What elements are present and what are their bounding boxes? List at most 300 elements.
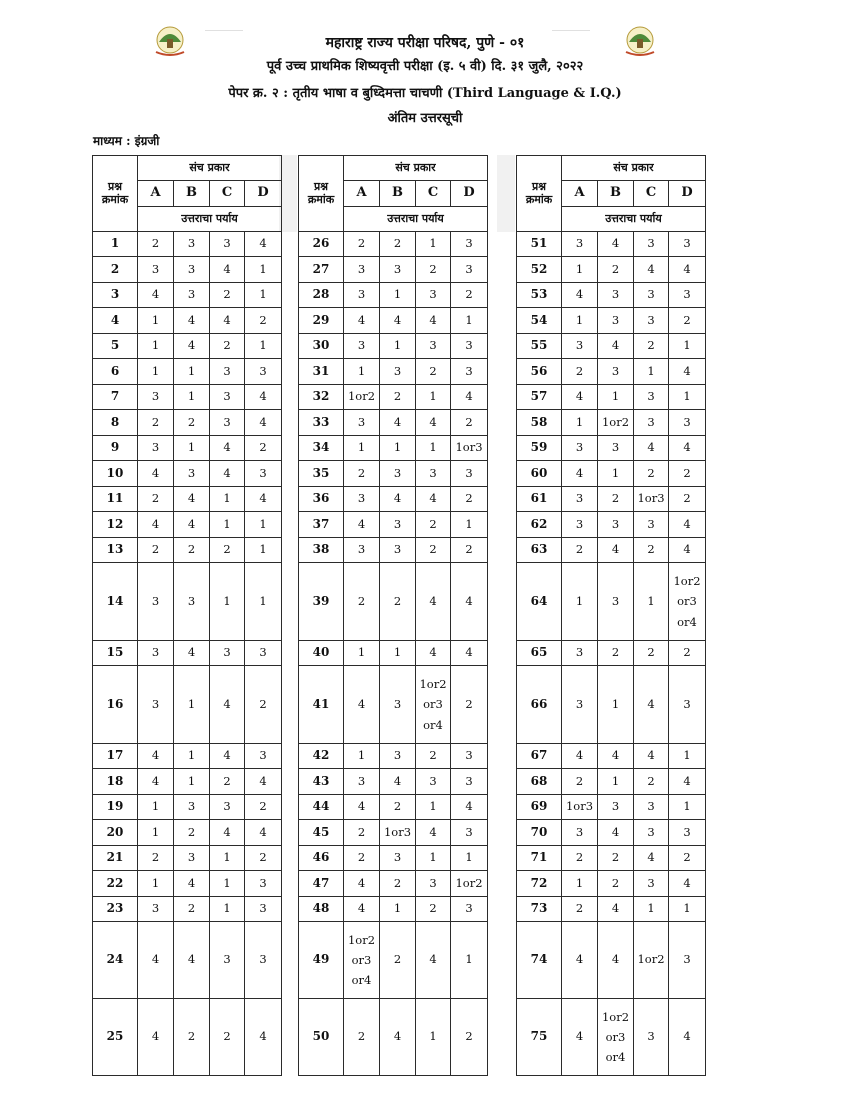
question-number: 30 <box>299 334 344 359</box>
answer-cell <box>344 308 380 334</box>
answer-value: 2 <box>151 850 160 865</box>
answer-value: 1 <box>187 748 196 763</box>
answer-value: 3 <box>429 465 437 480</box>
answer-value: 3 <box>187 287 196 302</box>
answer-cell <box>245 436 282 461</box>
answer-cell <box>210 232 245 257</box>
answer-cell <box>344 436 380 461</box>
table-row <box>93 410 282 436</box>
answer-value: 3 <box>429 773 437 788</box>
answer-value: 3 <box>151 593 160 608</box>
answer-cell <box>562 922 598 999</box>
answer-cell <box>416 461 451 487</box>
answer-cell <box>451 487 488 512</box>
answer-cell <box>210 795 245 820</box>
table-row <box>299 385 488 410</box>
answer-cell <box>380 846 416 871</box>
answer-value: 4 <box>575 952 584 967</box>
answer-cell <box>451 641 488 666</box>
answer-cell <box>245 334 282 359</box>
answer-cell <box>669 999 706 1076</box>
answer-cell <box>344 744 380 769</box>
answer-value: 3 <box>429 875 437 890</box>
answer-value: 3 <box>611 516 620 531</box>
answer-value: 4 <box>611 952 620 967</box>
answer-value: 4 <box>611 338 620 353</box>
answer-value: 2 <box>223 773 231 788</box>
table-row <box>299 871 488 897</box>
answer-value: 4 <box>429 593 437 608</box>
answer-cell <box>344 666 380 744</box>
question-number: 36 <box>299 487 344 512</box>
answer-cell <box>451 922 488 999</box>
answer-cell <box>416 538 451 563</box>
answer-value: 1 <box>151 312 160 327</box>
answer-value: 2 <box>465 696 473 711</box>
answer-cell <box>174 359 210 385</box>
table-row <box>517 795 706 820</box>
answer-cell <box>451 385 488 410</box>
question-number: 56 <box>517 359 562 385</box>
answer-value: or3 <box>677 594 697 609</box>
table-row <box>517 385 706 410</box>
answer-value: 1or3 <box>565 799 594 814</box>
answer-value: 3 <box>223 799 231 814</box>
answer-value: 4 <box>357 875 366 890</box>
answer-cell <box>210 666 245 744</box>
answer-cell <box>380 563 416 641</box>
answer-cell <box>634 666 669 744</box>
table-row <box>517 897 706 922</box>
question-number-header-line1: प्रश्न <box>107 180 123 194</box>
answer-cell <box>562 232 598 257</box>
question-number: 11 <box>93 487 138 512</box>
answer-cell <box>416 436 451 461</box>
table-row <box>93 897 282 922</box>
set-a-header: A <box>562 181 598 207</box>
question-number: 3 <box>93 283 138 308</box>
question-number: 48 <box>299 897 344 922</box>
question-number-header-line2: क्रमांक <box>525 192 553 206</box>
answer-cell <box>210 410 245 436</box>
answer-cell <box>174 563 210 641</box>
answer-cell <box>634 871 669 897</box>
answer-value: 2 <box>429 748 437 763</box>
answer-cell <box>669 769 706 795</box>
table-row <box>299 436 488 461</box>
answer-value: 1or2 <box>601 414 630 429</box>
answer-value: 3 <box>223 389 231 404</box>
answer-value: 4 <box>611 901 620 916</box>
answer-value: 3 <box>683 952 691 967</box>
answer-cell <box>598 308 634 334</box>
answer-cell <box>138 257 174 283</box>
answer-value: 1 <box>151 824 160 839</box>
question-number: 50 <box>299 999 344 1076</box>
answer-value: 3 <box>151 696 160 711</box>
answer-value: 3 <box>647 1029 655 1044</box>
answer-value: 4 <box>611 236 620 251</box>
answer-cell <box>245 897 282 922</box>
answer-cell <box>669 232 706 257</box>
answer-cell <box>562 871 598 897</box>
answer-cell <box>669 538 706 563</box>
table-row <box>93 769 282 795</box>
answer-value: 4 <box>223 824 231 839</box>
answer-cell <box>245 641 282 666</box>
answer-value: 1or2 <box>419 677 447 692</box>
answer-cell <box>634 820 669 846</box>
answer-cell <box>344 232 380 257</box>
answer-value: 4 <box>151 465 160 480</box>
answer-value: 1 <box>429 236 437 251</box>
answer-cell <box>451 999 488 1076</box>
answer-value: 3 <box>647 236 655 251</box>
answer-value: 3 <box>575 516 584 531</box>
answer-value: 3 <box>259 901 267 916</box>
answer-cell <box>174 410 210 436</box>
answer-value: 4 <box>611 824 620 839</box>
question-number: 70 <box>517 820 562 846</box>
answer-cell <box>562 846 598 871</box>
answer-cell <box>562 538 598 563</box>
answer-value: 3 <box>575 236 584 251</box>
answer-cell <box>380 512 416 538</box>
answer-value: 1 <box>465 850 473 865</box>
answer-cell <box>634 232 669 257</box>
answer-value: 2 <box>393 389 402 404</box>
answer-cell <box>174 666 210 744</box>
answer-cell <box>174 487 210 512</box>
answer-cell <box>245 538 282 563</box>
table-row <box>299 512 488 538</box>
question-number: 68 <box>517 769 562 795</box>
answer-cell <box>138 666 174 744</box>
table-row <box>299 897 488 922</box>
answer-cell <box>380 436 416 461</box>
answer-value: 3 <box>429 338 437 353</box>
answer-value: 1 <box>683 799 691 814</box>
answer-value: 2 <box>259 440 267 455</box>
answer-value: 3 <box>357 287 366 302</box>
answer-value: 2 <box>683 850 691 865</box>
answer-cell <box>416 641 451 666</box>
answer-value: 3 <box>611 312 620 327</box>
answer-value: 2 <box>223 287 231 302</box>
answer-value: 3 <box>259 645 267 660</box>
answer-option-header: उत्तराचा पर्याय <box>138 207 282 232</box>
answer-cell <box>344 641 380 666</box>
answer-cell <box>669 666 706 744</box>
answer-cell <box>598 744 634 769</box>
question-number: 69 <box>517 795 562 820</box>
answer-value: 3 <box>611 799 620 814</box>
answer-cell <box>138 922 174 999</box>
answer-value: 4 <box>357 516 366 531</box>
answer-cell <box>174 820 210 846</box>
answer-cell <box>138 538 174 563</box>
answer-cell <box>210 308 245 334</box>
table-row <box>93 461 282 487</box>
question-number: 55 <box>517 334 562 359</box>
answer-value: 3 <box>465 236 473 251</box>
answer-cell <box>380 308 416 334</box>
answer-cell <box>174 283 210 308</box>
table-row <box>517 436 706 461</box>
table-row <box>517 871 706 897</box>
question-number: 12 <box>93 512 138 538</box>
answer-value: 4 <box>223 440 231 455</box>
question-number-header-line1: प्रश्न <box>313 180 329 194</box>
answer-cell <box>138 820 174 846</box>
answer-value: 4 <box>187 516 196 531</box>
answer-value: 2 <box>259 312 267 327</box>
answer-cell <box>344 563 380 641</box>
answer-cell <box>598 897 634 922</box>
answer-key-title: अंतिम उत्तरसूची <box>387 111 463 126</box>
answer-cell <box>562 744 598 769</box>
answer-value: 1 <box>575 593 584 608</box>
table-row <box>299 769 488 795</box>
answer-value: 3 <box>575 645 584 660</box>
answer-cell <box>669 922 706 999</box>
table-row <box>299 795 488 820</box>
answer-cell <box>598 487 634 512</box>
answer-value: 3 <box>187 236 196 251</box>
answer-value: 2 <box>575 363 584 378</box>
question-number: 4 <box>93 308 138 334</box>
answer-value: 4 <box>465 389 473 404</box>
answer-value: 1 <box>223 491 231 506</box>
answer-value: 3 <box>575 696 584 711</box>
table-row <box>517 283 706 308</box>
answer-value: or4 <box>423 717 443 732</box>
table-row <box>299 999 488 1076</box>
answer-cell <box>451 795 488 820</box>
answer-cell <box>451 897 488 922</box>
answer-value: 4 <box>223 465 231 480</box>
answer-value: 2 <box>575 901 584 916</box>
answer-cell <box>598 922 634 999</box>
table-row <box>517 461 706 487</box>
set-a-header: A <box>344 181 380 207</box>
table-row <box>93 283 282 308</box>
answer-cell <box>210 334 245 359</box>
answer-value: 4 <box>683 261 691 276</box>
answer-value: 4 <box>187 312 196 327</box>
answer-table-3 <box>516 155 706 1076</box>
answer-cell <box>669 410 706 436</box>
answer-cell <box>451 334 488 359</box>
table-row <box>517 410 706 436</box>
answer-cell <box>416 769 451 795</box>
answer-value: 2 <box>647 338 655 353</box>
answer-value: or4 <box>351 973 372 988</box>
answer-cell <box>451 436 488 461</box>
answer-cell <box>669 641 706 666</box>
answer-value: 3 <box>647 287 655 302</box>
answer-cell <box>562 461 598 487</box>
answer-cell <box>174 538 210 563</box>
answer-cell <box>380 461 416 487</box>
set-b-header: B <box>598 181 634 207</box>
answer-cell <box>174 334 210 359</box>
question-number: 23 <box>93 897 138 922</box>
answer-value: 3 <box>465 363 473 378</box>
answer-value: 2 <box>611 875 620 890</box>
answer-value: 1 <box>223 850 231 865</box>
answer-cell <box>416 512 451 538</box>
question-number: 62 <box>517 512 562 538</box>
answer-value: 3 <box>465 901 473 916</box>
answer-value: 4 <box>647 261 655 276</box>
answer-value: 2 <box>429 542 437 557</box>
answer-value: 2 <box>465 1029 473 1044</box>
answer-cell <box>210 512 245 538</box>
answer-value: 2 <box>611 261 620 276</box>
answer-value: 3 <box>465 465 473 480</box>
answer-cell <box>598 232 634 257</box>
answer-value: 3 <box>683 414 691 429</box>
answer-value: 3 <box>393 363 402 378</box>
answer-cell <box>344 897 380 922</box>
answer-cell <box>416 897 451 922</box>
answer-value: 3 <box>683 287 691 302</box>
question-number: 32 <box>299 385 344 410</box>
table-row <box>93 385 282 410</box>
answer-value: 1 <box>223 516 231 531</box>
answer-value: 4 <box>429 312 437 327</box>
answer-value: 1 <box>151 799 160 814</box>
answer-value: 2 <box>357 236 366 251</box>
answer-cell <box>210 769 245 795</box>
question-number: 60 <box>517 461 562 487</box>
question-number: 1 <box>93 232 138 257</box>
table-row <box>93 795 282 820</box>
answer-cell <box>562 410 598 436</box>
answer-value: 1 <box>393 901 402 916</box>
answer-value: 2 <box>575 850 584 865</box>
answer-cell <box>451 666 488 744</box>
answer-value: 1 <box>259 261 267 276</box>
answer-cell <box>174 871 210 897</box>
question-number: 49 <box>299 922 344 999</box>
answer-value: 1 <box>611 773 620 788</box>
answer-value: 4 <box>683 773 691 788</box>
answer-cell <box>598 820 634 846</box>
answer-cell <box>451 359 488 385</box>
answer-cell <box>245 257 282 283</box>
table-row <box>93 871 282 897</box>
answer-value: 2 <box>357 465 366 480</box>
answer-value: 2 <box>683 645 691 660</box>
answer-cell <box>669 436 706 461</box>
answer-value: 4 <box>647 696 655 711</box>
answer-value: 2 <box>187 1029 196 1044</box>
table-row <box>93 436 282 461</box>
table-row <box>93 257 282 283</box>
question-number: 47 <box>299 871 344 897</box>
answer-cell <box>634 846 669 871</box>
answer-cell <box>210 385 245 410</box>
answer-value: 4 <box>357 901 366 916</box>
answer-cell <box>174 385 210 410</box>
answer-cell <box>669 308 706 334</box>
answer-value: 4 <box>357 312 366 327</box>
question-number: 26 <box>299 232 344 257</box>
answer-cell <box>416 563 451 641</box>
answer-value: 2 <box>683 465 691 480</box>
answer-value: 2 <box>357 593 366 608</box>
question-number: 18 <box>93 769 138 795</box>
question-number: 19 <box>93 795 138 820</box>
header-rule-right <box>552 30 590 31</box>
table-row <box>517 769 706 795</box>
answer-cell <box>598 512 634 538</box>
answer-cell <box>634 257 669 283</box>
answer-cell <box>380 385 416 410</box>
answer-cell <box>210 846 245 871</box>
answer-cell <box>380 769 416 795</box>
answer-cell <box>669 487 706 512</box>
answer-cell <box>562 641 598 666</box>
answer-cell <box>451 871 488 897</box>
answer-cell <box>344 487 380 512</box>
answer-value: 2 <box>187 414 196 429</box>
answer-cell <box>245 795 282 820</box>
answer-value: 2 <box>187 824 196 839</box>
answer-cell <box>598 461 634 487</box>
answer-cell <box>138 563 174 641</box>
answer-cell <box>344 283 380 308</box>
answer-cell <box>562 897 598 922</box>
answer-value: 2 <box>393 236 402 251</box>
question-number: 66 <box>517 666 562 744</box>
answer-value: 4 <box>259 236 267 251</box>
answer-cell <box>598 999 634 1076</box>
question-number-header-line2: क्रमांक <box>307 192 335 206</box>
question-number: 45 <box>299 820 344 846</box>
question-number: 17 <box>93 744 138 769</box>
question-number: 22 <box>93 871 138 897</box>
answer-cell <box>245 385 282 410</box>
answer-value: 3 <box>151 261 160 276</box>
answer-value: 4 <box>259 773 267 788</box>
answer-value: 2 <box>393 593 402 608</box>
answer-value: 3 <box>259 952 267 967</box>
set-c-header: C <box>634 181 669 207</box>
answer-cell <box>210 999 245 1076</box>
answer-cell <box>138 385 174 410</box>
answer-value: 4 <box>575 465 584 480</box>
question-number-header <box>517 156 562 232</box>
answer-value: 3 <box>357 261 366 276</box>
answer-cell <box>562 769 598 795</box>
set-b-header: B <box>380 181 416 207</box>
answer-cell <box>380 922 416 999</box>
answer-cell <box>174 232 210 257</box>
table-row <box>299 461 488 487</box>
answer-cell <box>669 257 706 283</box>
table-row <box>299 641 488 666</box>
answer-value: 1 <box>259 287 267 302</box>
table-row <box>93 308 282 334</box>
answer-value: 1or3 <box>455 440 483 455</box>
answer-value: 4 <box>151 952 160 967</box>
answer-value: 4 <box>393 312 402 327</box>
answer-value: 4 <box>151 773 160 788</box>
answer-value: 3 <box>223 363 231 378</box>
